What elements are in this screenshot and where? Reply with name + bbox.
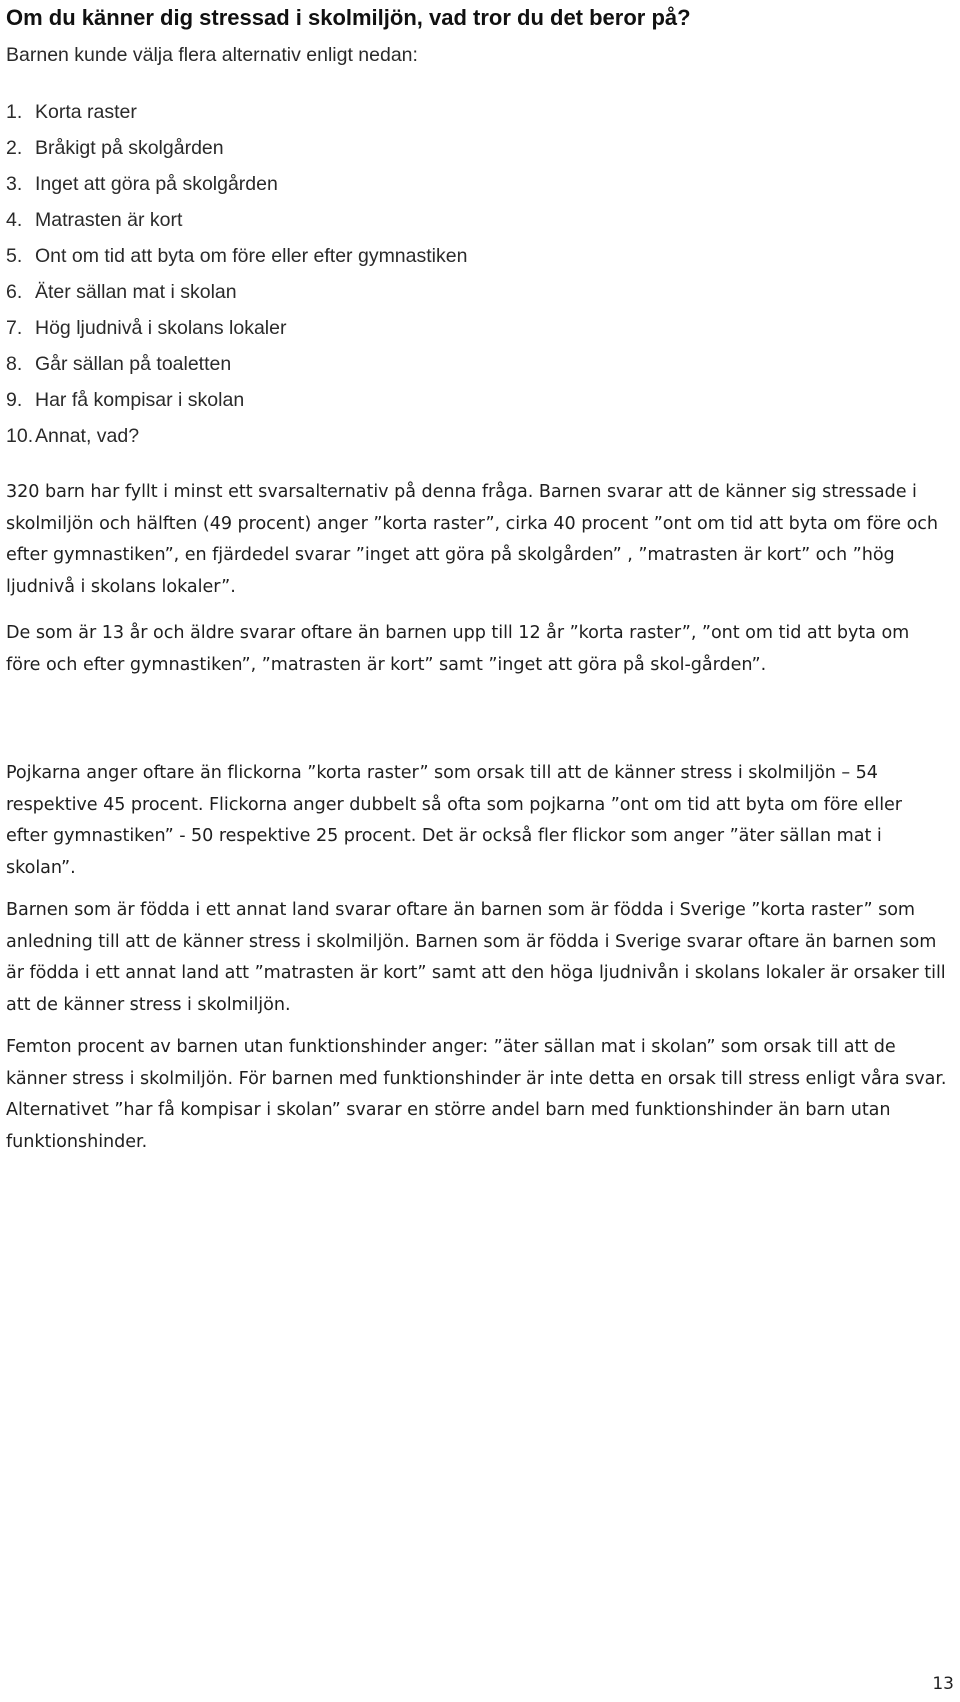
paragraph-disability-comparison: Femton procent av barnen utan funktionshinder anger: ”äter sällan mat i skolan” som orsak till att de känner stress i skolmiljön. För barnen med funktionshinder är inte detta en orsak till stress enligt våra svar. Alternativet ”har få kompisar i skolan” svarar en större andel barn med funktionshinder än barn utan funktionshinder. (6, 1037, 947, 1152)
list-item-label: Ont om tid att byta om före eller efter gymnastiken (35, 245, 468, 267)
list-item-number: 5. (6, 245, 23, 267)
list-item-number: 1. (6, 101, 23, 123)
list-item-label: Inget att göra på skolgården (35, 173, 278, 195)
list-item (6, 315, 467, 351)
list-item-number: 4. (6, 209, 23, 231)
intro-text: Barnen kunde välja flera alternativ enligt nedan: (6, 44, 418, 66)
list-item-number: 7. (6, 317, 23, 339)
list-item-label: Äter sällan mat i skolan (35, 281, 237, 303)
list-item-label: Bråkigt på skolgården (35, 137, 224, 159)
list-item-number: 9. (6, 389, 23, 411)
list-item (6, 135, 467, 171)
paragraph-gender-comparison: Pojkarna anger oftare än flickorna ”korta raster” som orsak till att de känner stress i skolmiljön – 54 respektive 45 procent. Flickorna anger dubbelt så ofta som pojkarna ”ont om tid att byta om före eller efter gymnastiken” - 50 respektive 25 procent. Det är också fler flickor som anger ”äter sällan mat i skolan”. (6, 763, 902, 878)
list-item-label: Hög ljudnivå i skolans lokaler (35, 317, 287, 339)
options-list (6, 99, 467, 459)
list-item-label: Annat, vad? (35, 425, 140, 447)
page-number: 13 (932, 1674, 954, 1694)
list-item (6, 171, 467, 207)
list-item (6, 423, 467, 459)
list-item-number: 2. (6, 137, 23, 159)
list-item (6, 351, 467, 387)
list-item-label: Går sällan på toaletten (35, 353, 232, 375)
list-item (6, 279, 467, 315)
list-item-number: 3. (6, 173, 23, 195)
paragraph-birthplace-comparison: Barnen som är födda i ett annat land svarar oftare än barnen som är födda i Sverige ”korta raster” som anledning till att de känner stress i skolmiljön. Barnen som är födda i Sverige svarar oftare än barnen som är födda i ett annat land att ”matrasten är kort” samt att den höga ljudnivån i skolans lokaler är orsaker till att de känner stress i skolmiljön. (6, 900, 946, 1015)
list-item (6, 99, 467, 135)
list-item-number: 6. (6, 281, 23, 303)
document-page (6, 0, 956, 1702)
list-item-label: Matrasten är kort (35, 209, 183, 231)
list-item (6, 243, 467, 279)
list-item-label: Korta raster (35, 101, 137, 123)
paragraph-age-comparison: De som är 13 år och äldre svarar oftare än barnen upp till 12 år ”korta raster”, ”ont om tid att byta om före och efter gymnastiken”, ”matrasten är kort” samt ”inget att göra på skol-gården”. (6, 623, 910, 675)
paragraph-response-summary: 320 barn har fyllt i minst ett svarsalternativ på denna fråga. Barnen svarar att de känner sig stressade i skolmiljön och hälften (49 procent) anger ”korta raster”, cirka 40 procent ”ont om tid att byta om före och efter gymnastiken”, en fjärdedel svarar ”inget att göra på skolgården” , ”matrasten är kort” och ”hög ljudnivå i skolans lokaler”. (6, 482, 939, 597)
list-item-number: 10. (6, 425, 34, 447)
list-item (6, 387, 467, 423)
list-item (6, 207, 467, 243)
page-title: Om du känner dig stressad i skolmiljön, vad tror du det beror på? (6, 5, 691, 30)
list-item-number: 8. (6, 353, 23, 375)
list-item-label: Har få kompisar i skolan (35, 389, 245, 411)
